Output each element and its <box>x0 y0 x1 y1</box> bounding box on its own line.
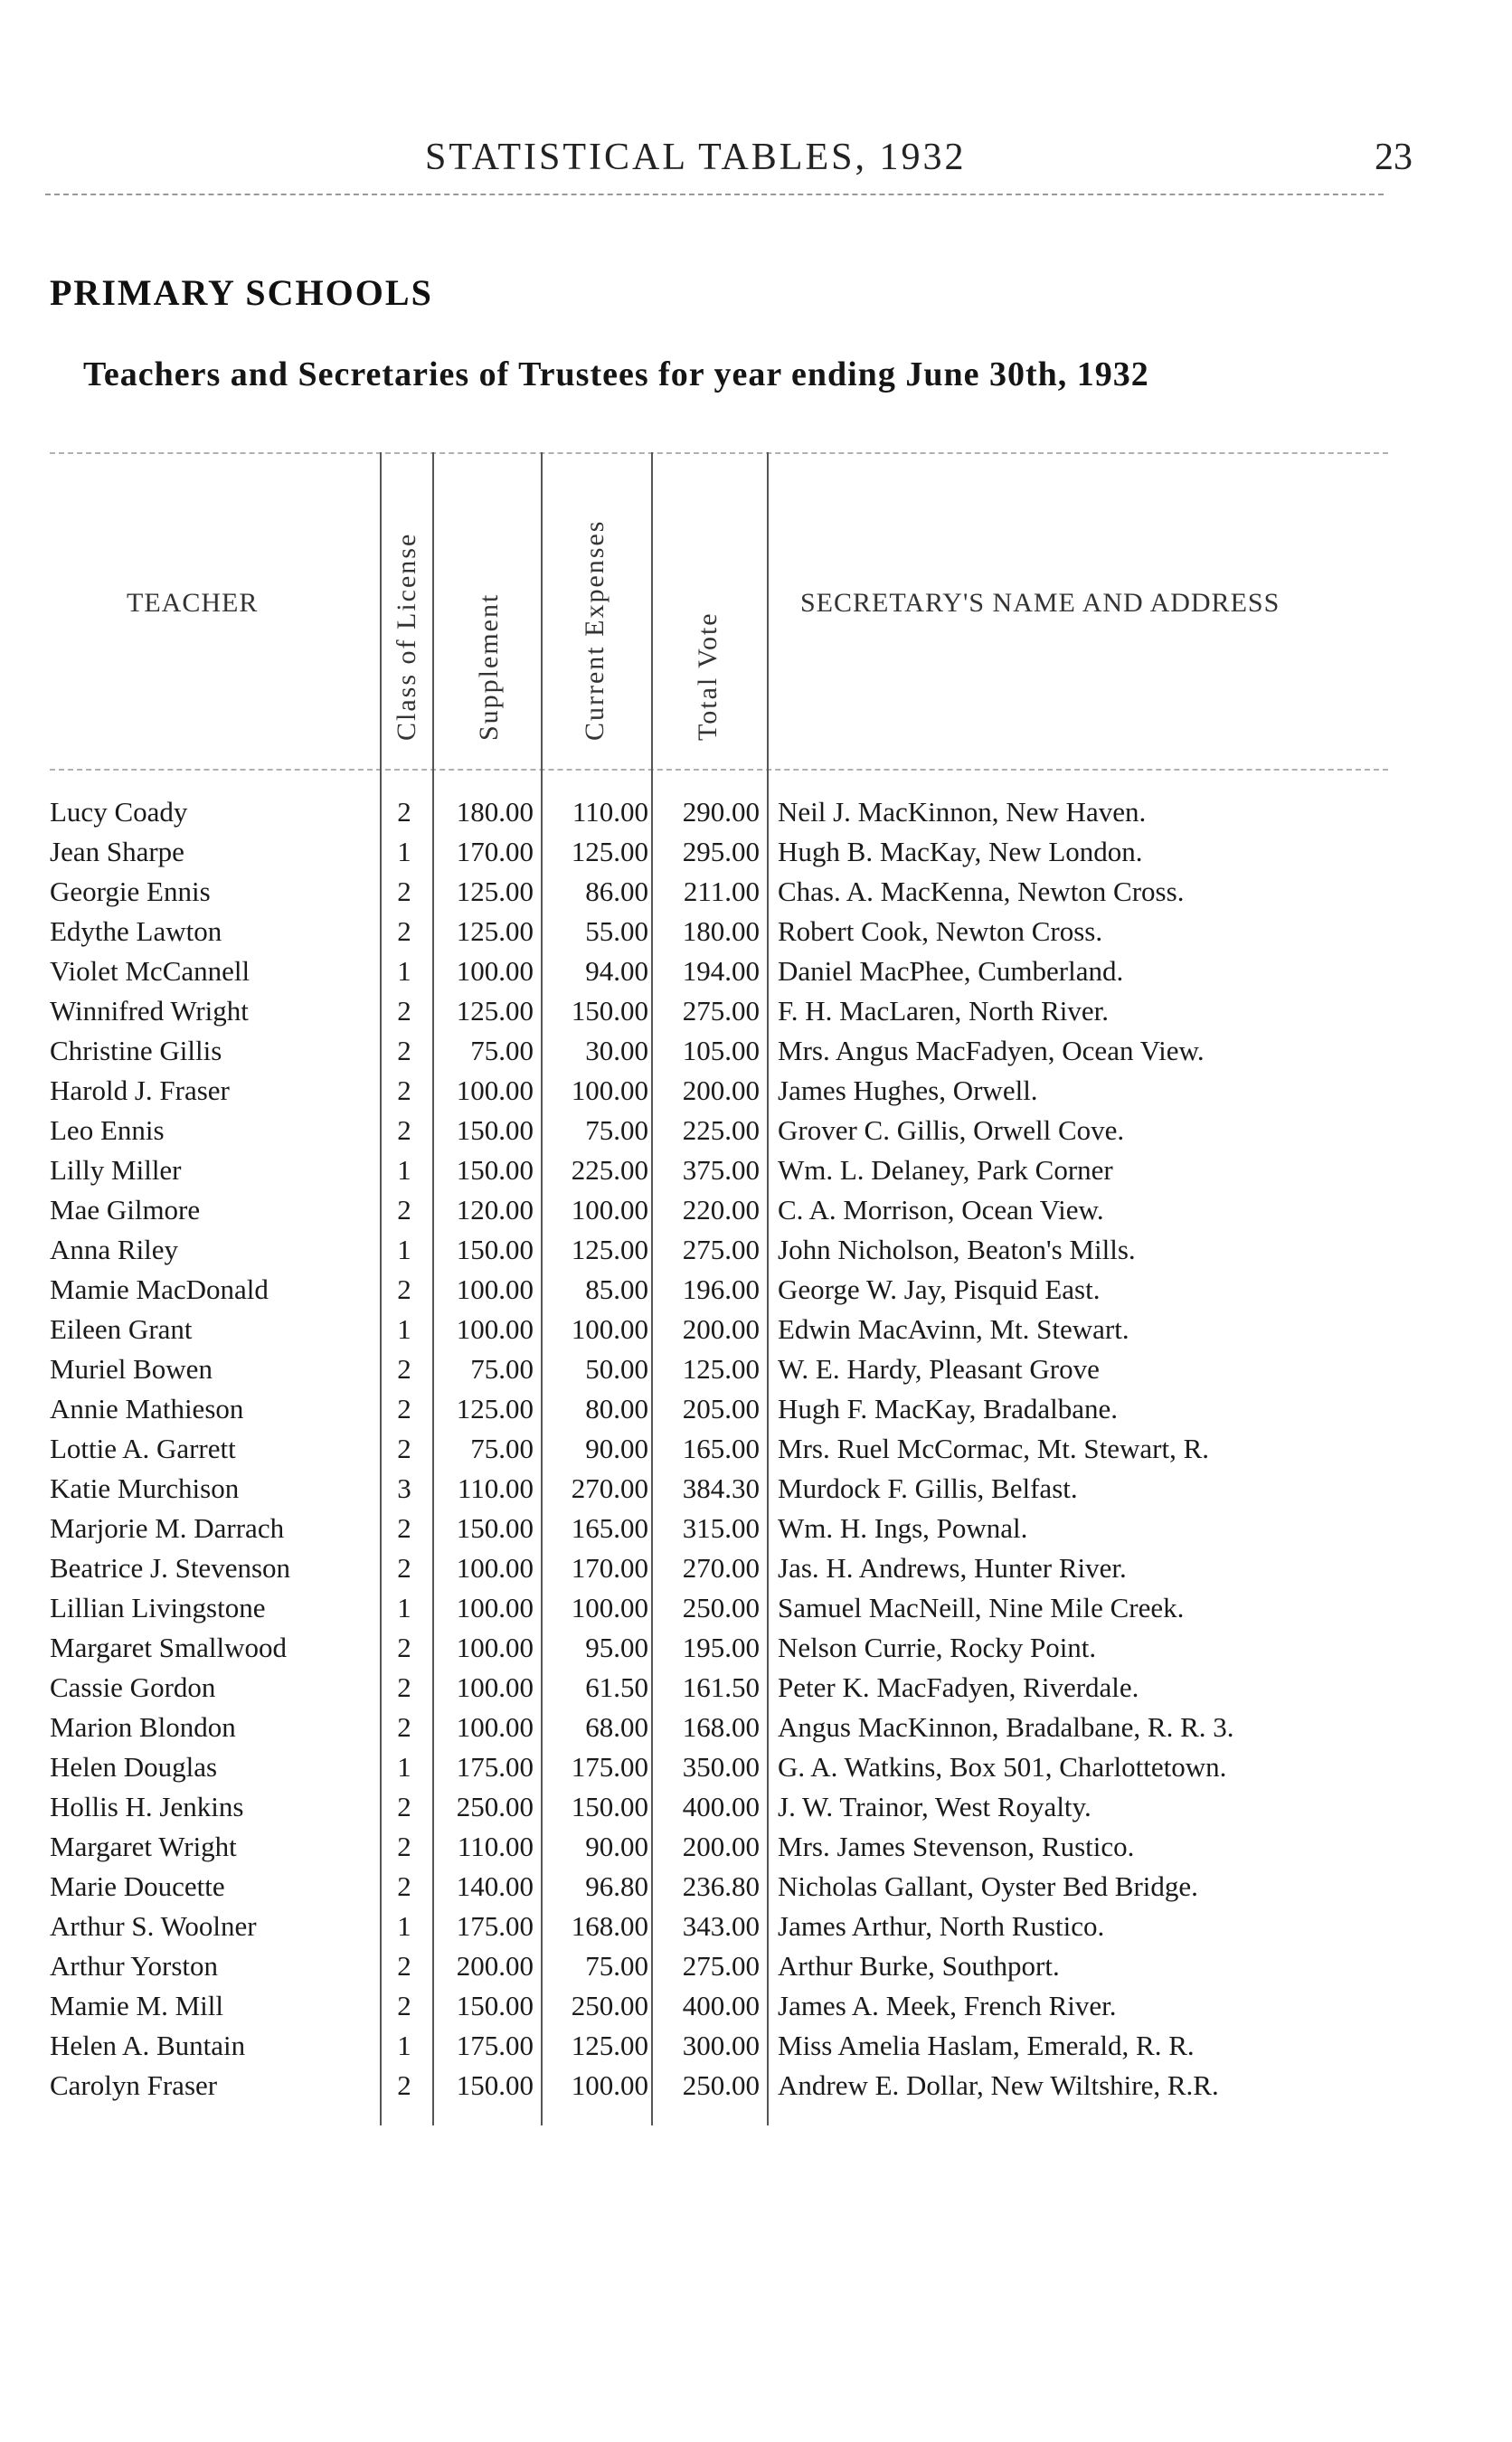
teacher-cell: Anna Riley <box>50 1234 179 1265</box>
class-cell: 2 <box>397 1990 411 2021</box>
table-row <box>0 1150 1512 1190</box>
current-expenses-cell: 250.00 <box>571 1990 648 2021</box>
teacher-cell: Margaret Smallwood <box>50 1632 288 1663</box>
total-vote-cell: 400.00 <box>682 1990 760 2021</box>
secretary-cell: Mrs. Ruel McCormac, Mt. Stewart, R. <box>778 1433 1210 1464</box>
class-cell: 2 <box>397 1870 411 1902</box>
table-row <box>0 1389 1512 1429</box>
teacher-cell: Beatrice J. Stevenson <box>50 1552 291 1584</box>
class-cell: 1 <box>397 1234 411 1265</box>
header-rule <box>45 194 1384 195</box>
current-expenses-cell: 170.00 <box>571 1552 648 1584</box>
total-vote-cell: 295.00 <box>682 836 760 867</box>
table-row <box>0 1111 1512 1150</box>
current-expenses-cell: 100.00 <box>571 1313 648 1345</box>
supplement-cell: 100.00 <box>456 1671 534 1703</box>
class-cell: 1 <box>397 1751 411 1783</box>
total-vote-cell: 300.00 <box>682 2030 760 2061</box>
table-row <box>0 1548 1512 1588</box>
class-cell: 2 <box>397 1074 411 1106</box>
teacher-cell: Jean Sharpe <box>50 836 184 867</box>
secretary-cell: Mrs. James Stevenson, Rustico. <box>778 1831 1135 1862</box>
current-expenses-cell: 85.00 <box>585 1273 648 1305</box>
class-cell: 2 <box>397 1711 411 1743</box>
total-vote-cell: 105.00 <box>682 1035 760 1066</box>
secretary-cell: Murdock F. Gillis, Belfast. <box>778 1472 1078 1504</box>
teacher-cell: Harold J. Fraser <box>50 1074 230 1106</box>
current-expenses-cell: 80.00 <box>585 1393 648 1424</box>
supplement-cell: 150.00 <box>456 1512 534 1544</box>
table-row <box>0 1668 1512 1708</box>
current-expenses-cell: 150.00 <box>571 1791 648 1822</box>
teacher-cell: Hollis H. Jenkins <box>50 1791 244 1822</box>
class-cell: 2 <box>397 915 411 947</box>
supplement-cell: 120.00 <box>456 1194 534 1226</box>
class-cell: 1 <box>397 836 411 867</box>
supplement-cell: 175.00 <box>456 1751 534 1783</box>
total-vote-cell: 200.00 <box>682 1074 760 1106</box>
supplement-cell: 100.00 <box>456 1592 534 1623</box>
table-row <box>0 1469 1512 1509</box>
secretary-cell: Edwin MacAvinn, Mt. Stewart. <box>778 1313 1129 1345</box>
current-expenses-cell: 270.00 <box>571 1472 648 1504</box>
total-vote-cell: 225.00 <box>682 1114 760 1146</box>
teacher-cell: Georgie Ennis <box>50 876 211 907</box>
total-vote-cell: 200.00 <box>682 1313 760 1345</box>
total-vote-cell: 350.00 <box>682 1751 760 1783</box>
secretary-cell: Wm. H. Ings, Pownal. <box>778 1512 1028 1544</box>
teacher-cell: Katie Murchison <box>50 1472 240 1504</box>
class-cell: 1 <box>397 1592 411 1623</box>
secretary-cell: Angus MacKinnon, Bradalbane, R. R. 3. <box>778 1711 1234 1743</box>
supplement-cell: 140.00 <box>456 1870 534 1902</box>
current-expenses-cell: 96.80 <box>585 1870 648 1902</box>
current-expenses-cell: 55.00 <box>585 915 648 947</box>
class-cell: 2 <box>397 1273 411 1305</box>
total-vote-cell: 315.00 <box>682 1512 760 1544</box>
teacher-cell: Winnifred Wright <box>50 995 249 1027</box>
table-row <box>0 2026 1512 2066</box>
class-cell: 2 <box>397 995 411 1027</box>
table-row <box>0 991 1512 1031</box>
supplement-cell: 100.00 <box>456 1313 534 1345</box>
class-cell: 1 <box>397 1313 411 1345</box>
teacher-cell: Lilly Miller <box>50 1154 182 1186</box>
secretary-cell: John Nicholson, Beaton's Mills. <box>778 1234 1136 1265</box>
supplement-cell: 175.00 <box>456 2030 534 2061</box>
current-expenses-cell: 30.00 <box>585 1035 648 1066</box>
current-expenses-cell: 100.00 <box>571 1592 648 1623</box>
table-row <box>0 832 1512 872</box>
total-vote-cell: 211.00 <box>683 876 760 907</box>
current-expenses-cell: 168.00 <box>571 1910 648 1942</box>
current-expenses-cell: 75.00 <box>585 1950 648 1982</box>
secretary-cell: Wm. L. Delaney, Park Corner <box>778 1154 1113 1186</box>
total-vote-cell: 275.00 <box>682 1234 760 1265</box>
current-expenses-cell: 90.00 <box>585 1831 648 1862</box>
supplement-cell: 75.00 <box>470 1035 534 1066</box>
teacher-cell: Mamie M. Mill <box>50 1990 224 2021</box>
table-row <box>0 872 1512 912</box>
current-expenses-cell: 225.00 <box>571 1154 648 1186</box>
class-cell: 2 <box>397 1393 411 1424</box>
secretary-cell: J. W. Trainor, West Royalty. <box>778 1791 1091 1822</box>
table-row <box>0 1190 1512 1230</box>
total-vote-cell: 250.00 <box>682 1592 760 1623</box>
table-row <box>0 1270 1512 1310</box>
total-vote-cell: 375.00 <box>682 1154 760 1186</box>
supplement-cell: 110.00 <box>457 1831 534 1862</box>
class-cell: 2 <box>397 1114 411 1146</box>
teacher-cell: Violet McCannell <box>50 955 250 987</box>
total-vote-cell: 236.80 <box>682 1870 760 1902</box>
supplement-cell: 125.00 <box>456 995 534 1027</box>
table-row <box>0 1628 1512 1668</box>
table-subtitle: Teachers and Secretaries of Trustees for year ending June 30th, 1932 <box>83 355 1149 393</box>
supplement-cell: 125.00 <box>456 915 534 947</box>
current-expenses-cell: 100.00 <box>571 2069 648 2101</box>
total-vote-cell: 384.30 <box>682 1472 760 1504</box>
teacher-cell: Marjorie M. Darrach <box>50 1512 285 1544</box>
total-vote-cell: 250.00 <box>682 2069 760 2101</box>
total-vote-cell: 205.00 <box>682 1393 760 1424</box>
supplement-cell: 150.00 <box>456 1234 534 1265</box>
teacher-cell: Margaret Wright <box>50 1831 237 1862</box>
secretary-cell: Robert Cook, Newton Cross. <box>778 915 1103 947</box>
secretary-cell: Grover C. Gillis, Orwell Cove. <box>778 1114 1125 1146</box>
secretary-cell: Neil J. MacKinnon, New Haven. <box>778 796 1147 828</box>
current-expenses-cell: 50.00 <box>585 1353 648 1385</box>
header-secretary: SECRETARY'S NAME AND ADDRESS <box>800 588 1280 618</box>
supplement-cell: 100.00 <box>456 1074 534 1106</box>
total-vote-cell: 275.00 <box>682 995 760 1027</box>
class-cell: 2 <box>397 1791 411 1822</box>
current-expenses-cell: 125.00 <box>571 1234 648 1265</box>
header-class-of-license: Class of License <box>392 532 421 741</box>
page-number: 23 <box>1375 137 1413 178</box>
class-cell: 1 <box>397 955 411 987</box>
total-vote-cell: 194.00 <box>682 955 760 987</box>
total-vote-cell: 275.00 <box>682 1950 760 1982</box>
total-vote-cell: 220.00 <box>682 1194 760 1226</box>
table-row <box>0 1429 1512 1469</box>
teacher-cell: Arthur S. Woolner <box>50 1910 257 1942</box>
supplement-cell: 250.00 <box>456 1791 534 1822</box>
header-supplement: Supplement <box>474 592 504 741</box>
current-expenses-cell: 110.00 <box>572 796 648 828</box>
total-vote-cell: 290.00 <box>682 796 760 828</box>
secretary-cell: Samuel MacNeill, Nine Mile Creek. <box>778 1592 1185 1623</box>
total-vote-cell: 180.00 <box>682 915 760 947</box>
teacher-cell: Mamie MacDonald <box>50 1273 269 1305</box>
running-title: STATISTICAL TABLES, 1932 <box>425 137 967 178</box>
current-expenses-cell: 175.00 <box>571 1751 648 1783</box>
table-row <box>0 1747 1512 1787</box>
supplement-cell: 100.00 <box>456 1552 534 1584</box>
secretary-cell: Hugh F. MacKay, Bradalbane. <box>778 1393 1119 1424</box>
teacher-cell: Lottie A. Garrett <box>50 1433 236 1464</box>
teacher-cell: Cassie Gordon <box>50 1671 216 1703</box>
supplement-cell: 180.00 <box>456 796 534 828</box>
header-teacher: TEACHER <box>127 588 259 618</box>
current-expenses-cell: 86.00 <box>585 876 648 907</box>
teacher-cell: Christine Gillis <box>50 1035 222 1066</box>
class-cell: 2 <box>397 876 411 907</box>
class-cell: 2 <box>397 1632 411 1663</box>
table-row <box>0 1986 1512 2026</box>
class-cell: 2 <box>397 2069 411 2101</box>
total-vote-cell: 125.00 <box>682 1353 760 1385</box>
supplement-cell: 150.00 <box>456 2069 534 2101</box>
teacher-cell: Marie Doucette <box>50 1870 225 1902</box>
teacher-cell: Edythe Lawton <box>50 915 222 947</box>
table-row <box>0 792 1512 832</box>
secretary-cell: Jas. H. Andrews, Hunter River. <box>778 1552 1127 1584</box>
table-header-rule <box>50 769 1388 771</box>
table-row <box>0 1946 1512 1986</box>
secretary-cell: G. A. Watkins, Box 501, Charlottetown. <box>778 1751 1227 1783</box>
class-cell: 1 <box>397 2030 411 2061</box>
current-expenses-cell: 61.50 <box>585 1671 648 1703</box>
supplement-cell: 200.00 <box>456 1950 534 1982</box>
secretary-cell: Mrs. Angus MacFadyen, Ocean View. <box>778 1035 1205 1066</box>
total-vote-cell: 165.00 <box>682 1433 760 1464</box>
table-row <box>0 1071 1512 1111</box>
supplement-cell: 75.00 <box>470 1433 534 1464</box>
teacher-cell: Muriel Bowen <box>50 1353 213 1385</box>
table-row <box>0 2066 1512 2106</box>
class-cell: 1 <box>397 1154 411 1186</box>
secretary-cell: James Hughes, Orwell. <box>778 1074 1038 1106</box>
supplement-cell: 170.00 <box>456 836 534 867</box>
teacher-cell: Marion Blondon <box>50 1711 236 1743</box>
total-vote-cell: 270.00 <box>682 1552 760 1584</box>
secretary-cell: C. A. Morrison, Ocean View. <box>778 1194 1104 1226</box>
supplement-cell: 100.00 <box>456 1273 534 1305</box>
secretary-cell: James Arthur, North Rustico. <box>778 1910 1105 1942</box>
current-expenses-cell: 100.00 <box>571 1194 648 1226</box>
secretary-cell: W. E. Hardy, Pleasant Grove <box>778 1353 1100 1385</box>
class-cell: 2 <box>397 1194 411 1226</box>
teacher-cell: Annie Mathieson <box>50 1393 244 1424</box>
total-vote-cell: 196.00 <box>682 1273 760 1305</box>
secretary-cell: Andrew E. Dollar, New Wiltshire, R.R. <box>778 2069 1219 2101</box>
table-row <box>0 1349 1512 1389</box>
class-cell: 1 <box>397 1910 411 1942</box>
teacher-cell: Mae Gilmore <box>50 1194 201 1226</box>
table-row <box>0 1031 1512 1071</box>
secretary-cell: Arthur Burke, Southport. <box>778 1950 1060 1982</box>
table-row <box>0 1588 1512 1628</box>
current-expenses-cell: 95.00 <box>585 1632 648 1663</box>
teacher-cell: Eileen Grant <box>50 1313 193 1345</box>
supplement-cell: 150.00 <box>456 1114 534 1146</box>
secretary-cell: Daniel MacPhee, Cumberland. <box>778 955 1124 987</box>
secretary-cell: James A. Meek, French River. <box>778 1990 1117 2021</box>
table-top-rule <box>50 452 1388 454</box>
current-expenses-cell: 100.00 <box>571 1074 648 1106</box>
secretary-cell: George W. Jay, Pisquid East. <box>778 1273 1101 1305</box>
table-row <box>0 951 1512 991</box>
supplement-cell: 75.00 <box>470 1353 534 1385</box>
section-title: PRIMARY SCHOOLS <box>50 272 433 313</box>
teacher-cell: Helen Douglas <box>50 1751 218 1783</box>
secretary-cell: Chas. A. MacKenna, Newton Cross. <box>778 876 1185 907</box>
class-cell: 2 <box>397 1950 411 1982</box>
class-cell: 2 <box>397 1512 411 1544</box>
total-vote-cell: 168.00 <box>682 1711 760 1743</box>
total-vote-cell: 161.50 <box>682 1671 760 1703</box>
table-row <box>0 1827 1512 1867</box>
table-row <box>0 1708 1512 1747</box>
running-head <box>0 136 1512 181</box>
table-body <box>0 792 1512 2106</box>
class-cell: 2 <box>397 1552 411 1584</box>
teacher-cell: Arthur Yorston <box>50 1950 219 1982</box>
class-cell: 2 <box>397 1035 411 1066</box>
supplement-cell: 125.00 <box>456 1393 534 1424</box>
total-vote-cell: 400.00 <box>682 1791 760 1822</box>
total-vote-cell: 343.00 <box>682 1910 760 1942</box>
teacher-cell: Helen A. Buntain <box>50 2030 246 2061</box>
supplement-cell: 125.00 <box>456 876 534 907</box>
table-row <box>0 1310 1512 1349</box>
table-row <box>0 912 1512 951</box>
supplement-cell: 175.00 <box>456 1910 534 1942</box>
teacher-cell: Leo Ennis <box>50 1114 165 1146</box>
teacher-cell: Lucy Coady <box>50 796 188 828</box>
teacher-cell: Lillian Livingstone <box>50 1592 266 1623</box>
secretary-cell: F. H. MacLaren, North River. <box>778 995 1109 1027</box>
current-expenses-cell: 75.00 <box>585 1114 648 1146</box>
supplement-cell: 100.00 <box>456 1632 534 1663</box>
current-expenses-cell: 125.00 <box>571 2030 648 2061</box>
supplement-cell: 100.00 <box>456 955 534 987</box>
table-row <box>0 1907 1512 1946</box>
class-cell: 2 <box>397 1353 411 1385</box>
total-vote-cell: 195.00 <box>682 1632 760 1663</box>
supplement-cell: 150.00 <box>456 1154 534 1186</box>
current-expenses-cell: 68.00 <box>585 1711 648 1743</box>
secretary-cell: Hugh B. MacKay, New London. <box>778 836 1143 867</box>
header-total-vote: Total Vote <box>693 611 723 741</box>
current-expenses-cell: 90.00 <box>585 1433 648 1464</box>
class-cell: 2 <box>397 1433 411 1464</box>
supplement-cell: 110.00 <box>457 1472 534 1504</box>
current-expenses-cell: 150.00 <box>571 995 648 1027</box>
supplement-cell: 150.00 <box>456 1990 534 2021</box>
table-row <box>0 1230 1512 1270</box>
secretary-cell: Nicholas Gallant, Oyster Bed Bridge. <box>778 1870 1198 1902</box>
header-current-expenses: Current Expenses <box>580 519 610 741</box>
class-cell: 2 <box>397 1831 411 1862</box>
current-expenses-cell: 165.00 <box>571 1512 648 1544</box>
table-row <box>0 1787 1512 1827</box>
class-cell: 2 <box>397 1671 411 1703</box>
secretary-cell: Miss Amelia Haslam, Emerald, R. R. <box>778 2030 1195 2061</box>
secretary-cell: Peter K. MacFadyen, Riverdale. <box>778 1671 1139 1703</box>
table-row <box>0 1867 1512 1907</box>
teacher-cell: Carolyn Fraser <box>50 2069 218 2101</box>
current-expenses-cell: 94.00 <box>585 955 648 987</box>
secretary-cell: Nelson Currie, Rocky Point. <box>778 1632 1097 1663</box>
supplement-cell: 100.00 <box>456 1711 534 1743</box>
class-cell: 3 <box>397 1472 411 1504</box>
class-cell: 2 <box>397 796 411 828</box>
total-vote-cell: 200.00 <box>682 1831 760 1862</box>
table-row <box>0 1509 1512 1548</box>
current-expenses-cell: 125.00 <box>571 836 648 867</box>
